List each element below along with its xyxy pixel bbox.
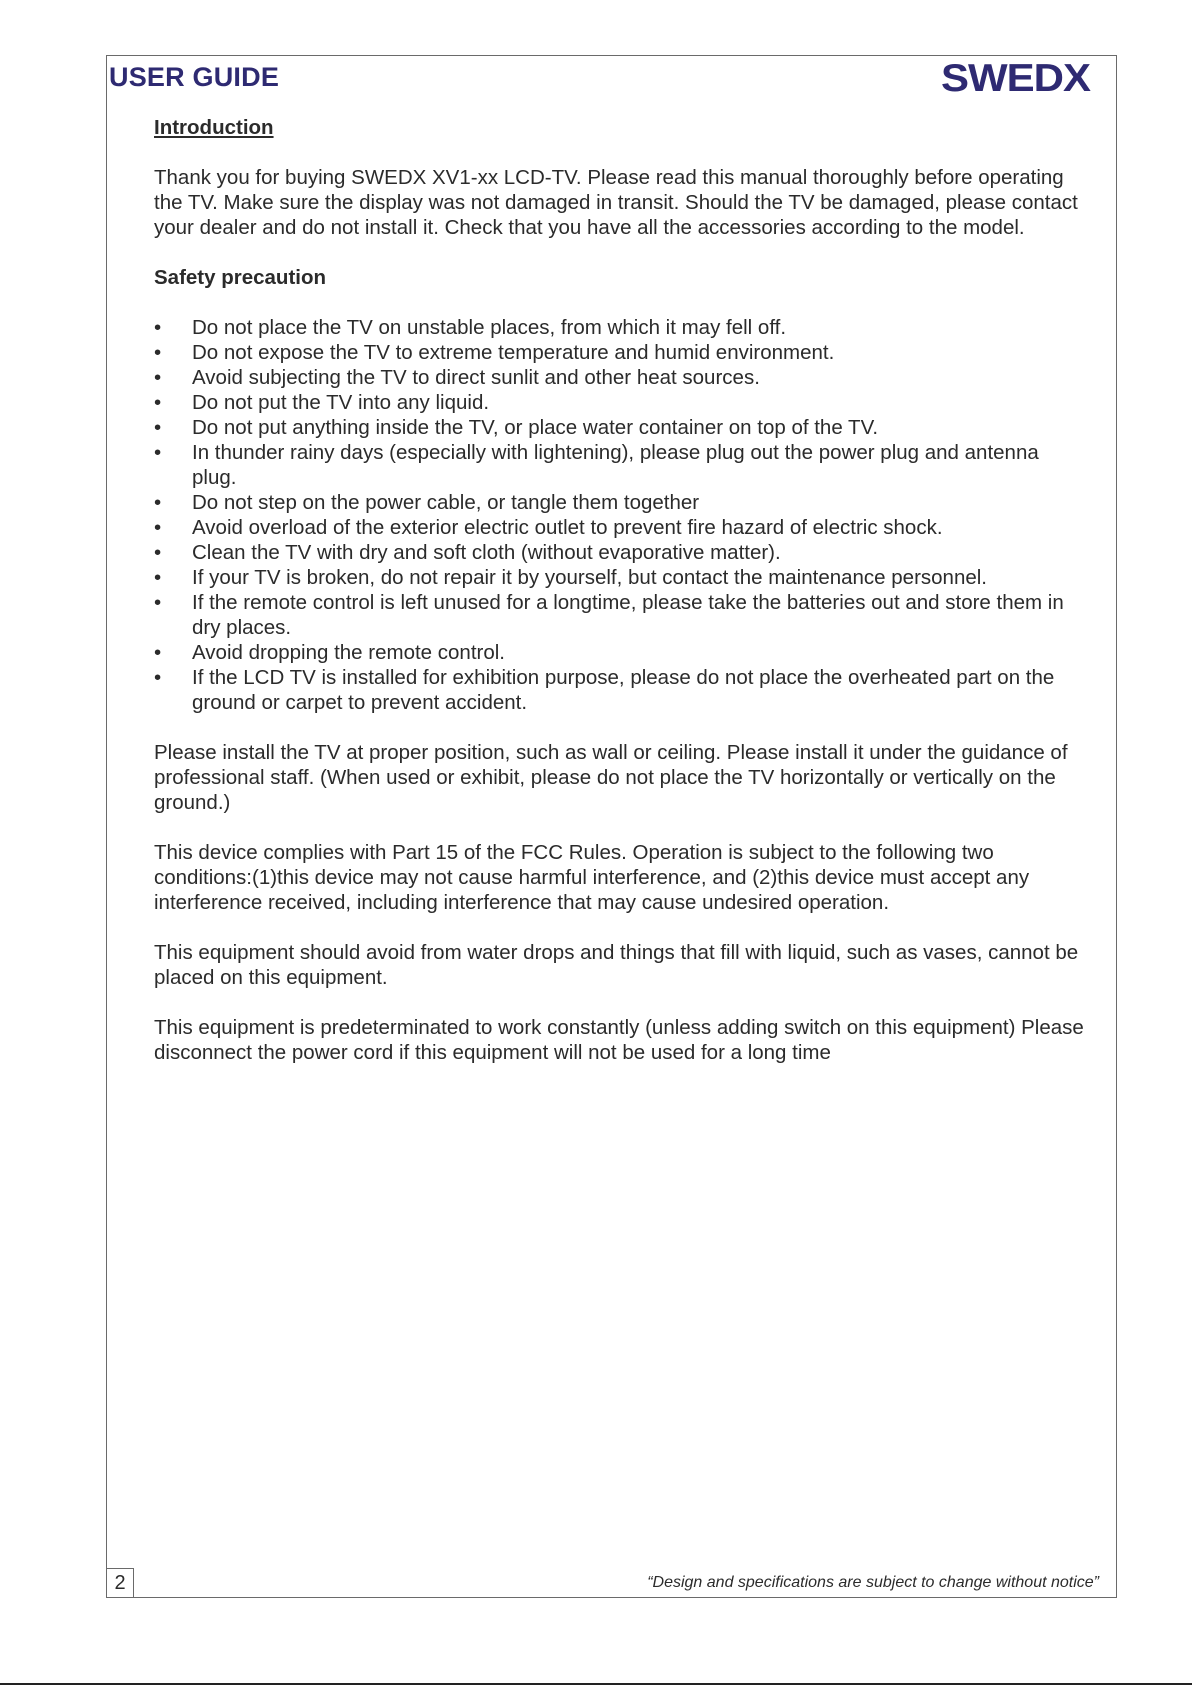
list-item xyxy=(154,390,1084,415)
list-item-text: Do not expose the TV to extreme temperature and humid environment. xyxy=(192,341,835,364)
bullet-icon: • xyxy=(154,341,162,364)
bullet-icon: • xyxy=(154,316,162,339)
list-item-text: Do not place the TV on unstable places, from which it may fell off. xyxy=(192,316,787,339)
main-content xyxy=(154,115,1084,1090)
list-item xyxy=(154,565,1084,590)
bullet-icon: • xyxy=(154,666,162,689)
bullet-icon: • xyxy=(154,441,162,464)
list-item xyxy=(154,515,1084,540)
bullet-icon: • xyxy=(154,566,162,589)
bullet-icon: • xyxy=(154,641,162,664)
list-item-text: In thunder rainy days (especially with lightening), please plug out the power plug and antenna plug. xyxy=(192,441,1039,489)
intro-paragraph: Thank you for buying SWEDX XV1-xx LCD-TV. Please read this manual thoroughly before operating the TV. Make sure the display was not damaged in transit. Should the TV be damaged, please contact your dealer and do not install it. Check that you have all the accessories according to the model. xyxy=(154,166,1078,239)
list-item-text: Avoid overload of the exterior electric outlet to prevent fire hazard of electric shock. xyxy=(192,516,943,539)
list-item xyxy=(154,640,1084,665)
list-item-text: If the LCD TV is installed for exhibition purpose, please do not place the overheated part on the ground or carpet to prevent accident. xyxy=(192,666,1055,714)
list-item xyxy=(154,665,1084,715)
list-item xyxy=(154,490,1084,515)
list-item xyxy=(154,365,1084,390)
bullet-icon: • xyxy=(154,591,162,614)
list-item-text: If the remote control is left unused for a longtime, please take the batteries out and store them in dry places. xyxy=(192,591,1064,639)
installation-paragraph: Please install the TV at proper position, such as wall or ceiling. Please install it under the guidance of professional staff. (When used or exhibit, please do not place the TV horizontally or vertically on the ground.) xyxy=(154,741,1068,814)
bullet-icon: • xyxy=(154,516,162,539)
bullet-icon: • xyxy=(154,541,162,564)
list-item-text: Clean the TV with dry and soft cloth (without evaporative matter). xyxy=(192,541,781,564)
brand-logo: SWEDX xyxy=(941,56,1091,100)
intro-heading: Introduction xyxy=(154,116,274,139)
safety-heading: Safety precaution xyxy=(154,266,327,289)
safety-list xyxy=(154,315,1084,715)
list-item xyxy=(154,590,1084,640)
list-item-text: Do not put anything inside the TV, or place water container on top of the TV. xyxy=(192,416,879,439)
list-item-text: Do not put the TV into any liquid. xyxy=(192,391,490,414)
footer-disclaimer: “Design and specifications are subject to change without notice” xyxy=(647,1574,1099,1591)
list-item xyxy=(154,340,1084,365)
power-paragraph: This equipment is predeterminated to work constantly (unless adding switch on this equipment) Please disconnect the power cord if this equipment will not be used for a long time xyxy=(154,1016,1084,1064)
bullet-icon: • xyxy=(154,366,162,389)
liquid-warning-paragraph: This equipment should avoid from water drops and things that fill with liquid, such as vases, cannot be placed on this equipment. xyxy=(154,941,1079,989)
list-item xyxy=(154,540,1084,565)
list-item-text: Avoid dropping the remote control. xyxy=(192,641,506,664)
list-item-text: Do not step on the power cable, or tangle them together xyxy=(192,491,700,514)
list-item xyxy=(154,315,1084,340)
list-item-text: Avoid subjecting the TV to direct sunlit and other heat sources. xyxy=(192,366,760,389)
document-title: USER GUIDE xyxy=(109,62,280,92)
bullet-icon: • xyxy=(154,491,162,514)
bullet-icon: • xyxy=(154,416,162,439)
list-item-text: If your TV is broken, do not repair it by yourself, but contact the maintenance personnel. xyxy=(192,566,988,589)
list-item xyxy=(154,440,1084,490)
page-number: 2 xyxy=(106,1568,134,1598)
bullet-icon: • xyxy=(154,391,162,414)
fcc-paragraph: This device complies with Part 15 of the FCC Rules. Operation is subject to the following two conditions:(1)this device may not cause harmful interference, and (2)this device must accept any interference received, including interference that may cause undesired operation. xyxy=(154,841,1030,914)
list-item xyxy=(154,415,1084,440)
